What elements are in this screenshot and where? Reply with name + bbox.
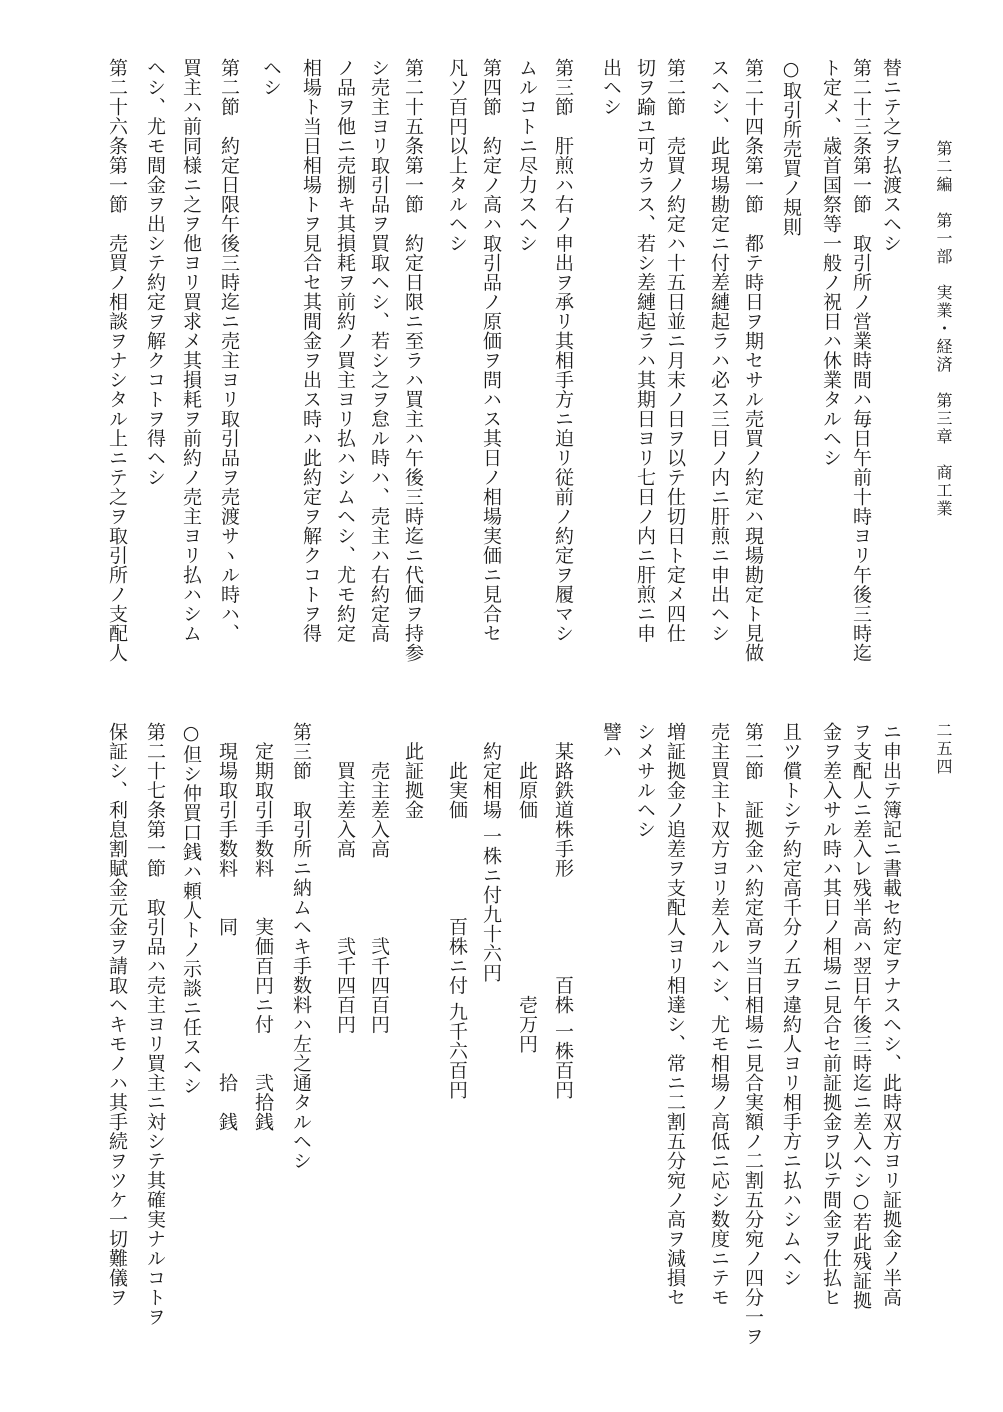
text-column: 第三節 肝煎ハ右ノ申出ヲ承リ其相手方ニ迫リ従前ノ約定ヲ履マシ xyxy=(552,58,574,643)
text-column: 切ヲ踰ユ可カラス、若シ差縺起ラハ其期日ヨリ七日ノ内ニ肝煎ニ申 xyxy=(634,58,656,643)
text-column: 買主差入高 弐千四百円 xyxy=(334,722,356,1034)
text-column: 第二節 証拠金ハ約定高ヲ当日相場ニ見合実額ノ二割五分宛ノ四分一ヲ xyxy=(742,722,764,1346)
text-column: 現場取引手数料 同 拾 銭 xyxy=(216,722,238,1132)
text-column: シ売主ヨリ取引品ヲ買取ヘシ、若シ之ヲ怠ル時ハ、売主ハ右約定高 xyxy=(368,58,390,643)
text-column: 保証シ、利息割賦金元金ヲ請取ヘキモノハ其手続ヲツケ一切難儀ヲ xyxy=(106,722,128,1307)
text-column: ヘシ、尤モ間金ヲ出シテ約定ヲ解クコトヲ得ヘシ xyxy=(144,58,166,487)
text-column: 此証拠金 xyxy=(402,722,424,820)
text-column: 買主ハ前同様ニ之ヲ他ヨリ買求メ其損耗ヲ前約ノ売主ヨリ払ハシム xyxy=(180,58,202,643)
text-column: ○取引所売買ノ規則 xyxy=(780,58,802,237)
text-column: 金ヲ差入サル時ハ其日ノ相場ニ見合セ前証拠金ヲ以テ間金ヲ仕払ヒ xyxy=(820,722,842,1307)
text-column: 第四節 約定ノ高ハ取引品ノ原価ヲ問ハス其日ノ相場実価ニ見合セ xyxy=(480,58,502,643)
text-column: 第二十五条第一節 約定日限ニ至ラハ買主ハ午後三時迄ニ代価ヲ持参 xyxy=(402,58,424,663)
text-column: 且ツ償トシテ約定高千分ノ五ヲ違約人ヨリ相手方ニ払ハシムヘシ xyxy=(780,722,802,1288)
page-number: 二五四 xyxy=(934,722,953,776)
text-column: 約定相場 一株ニ付九十六円 xyxy=(480,722,502,983)
text-column: ヲ支配人ニ差入レ残半高ハ翌日午後三時迄ニ差入ヘシ○若此残証拠 xyxy=(850,722,872,1310)
text-column: 第三節 取引所ニ納ムヘキ手数料ハ左之通タルヘシ xyxy=(290,722,312,1171)
text-column: 第二十四条第一節 都テ時日ヲ期セサル売買ノ約定ハ現場勘定ト見做 xyxy=(742,58,764,663)
text-column: 譬ハ xyxy=(600,722,622,761)
text-column: 替ニテ之ヲ払渡スヘシ xyxy=(880,58,902,253)
text-column: 第二節 売買ノ約定ハ十五日並ニ月末ノ日ヲ以テ仕切日ト定メ四仕 xyxy=(664,58,686,643)
running-header: 第二編 第一部 実業・経済 第三章 商工業 xyxy=(934,140,953,518)
text-column: 出ヘシ xyxy=(600,58,622,117)
text-column: 定期取引手数料 実価百円ニ付 弐拾銭 xyxy=(252,722,274,1132)
text-column: 第二節 約定日限午後三時迄ニ売主ヨリ取引品ヲ売渡サヽル時ハ、 xyxy=(218,58,240,643)
text-column: 相場ト当日相場トヲ見合セ其間金ヲ出ス時ハ此約定ヲ解クコトヲ得 xyxy=(300,58,322,643)
text-column: 凡ソ百円以上タルヘシ xyxy=(446,58,468,253)
text-column: スヘシ、此現場勘定ニ付差縺起ラハ必ス三日ノ内ニ肝煎ニ申出ヘシ xyxy=(708,58,730,643)
text-column: ヘシ xyxy=(260,58,282,97)
text-column: 此原価 壱万円 xyxy=(516,722,538,1054)
text-column: ムルコトニ尽力スヘシ xyxy=(516,58,538,253)
text-column: 増証拠金ノ追差ヲ支配人ヨリ相達シ、常ニ二割五分宛ノ高ヲ減損セ xyxy=(664,722,686,1307)
text-column: ○但シ仲買口銭ハ頼人トノ示談ニ任スヘシ xyxy=(180,722,202,1096)
text-column: 第二十六条第一節 売買ノ相談ヲナシタル上ニテ之ヲ取引所ノ支配人 xyxy=(106,58,128,663)
text-column: 第二十七条第一節 取引品ハ売主ヨリ買主ニ対シテ其確実ナルコトヲ xyxy=(144,722,166,1327)
text-column: ト定メ、歳首国祭等一般ノ祝日ハ休業タルヘシ xyxy=(820,58,842,468)
text-column: 売主買主ト双方ヨリ差入ルヘシ、尤モ相場ノ高低ニ応シ数度ニテモ xyxy=(708,722,730,1307)
text-column: ニ申出テ簿記ニ書載セ約定ヲナスヘシ、此時双方ヨリ証拠金ノ半高 xyxy=(880,722,902,1307)
text-column: ノ品ヲ他ニ売捌キ其損耗ヲ前約ノ買主ヨリ払ハシムヘシ、尤モ約定 xyxy=(334,58,356,643)
text-column: 此実価 百株ニ付 九千六百円 xyxy=(446,722,468,1100)
text-column: 第二十三条第一節 取引所ノ営業時間ハ毎日午前十時ヨリ午後三時迄 xyxy=(850,58,872,663)
text-column: シメサルヘシ xyxy=(634,722,656,839)
text-column: 売主差入高 弐千四百円 xyxy=(368,722,390,1034)
text-column: 某路鉄道株手形 百株 一株百円 xyxy=(552,722,574,1100)
